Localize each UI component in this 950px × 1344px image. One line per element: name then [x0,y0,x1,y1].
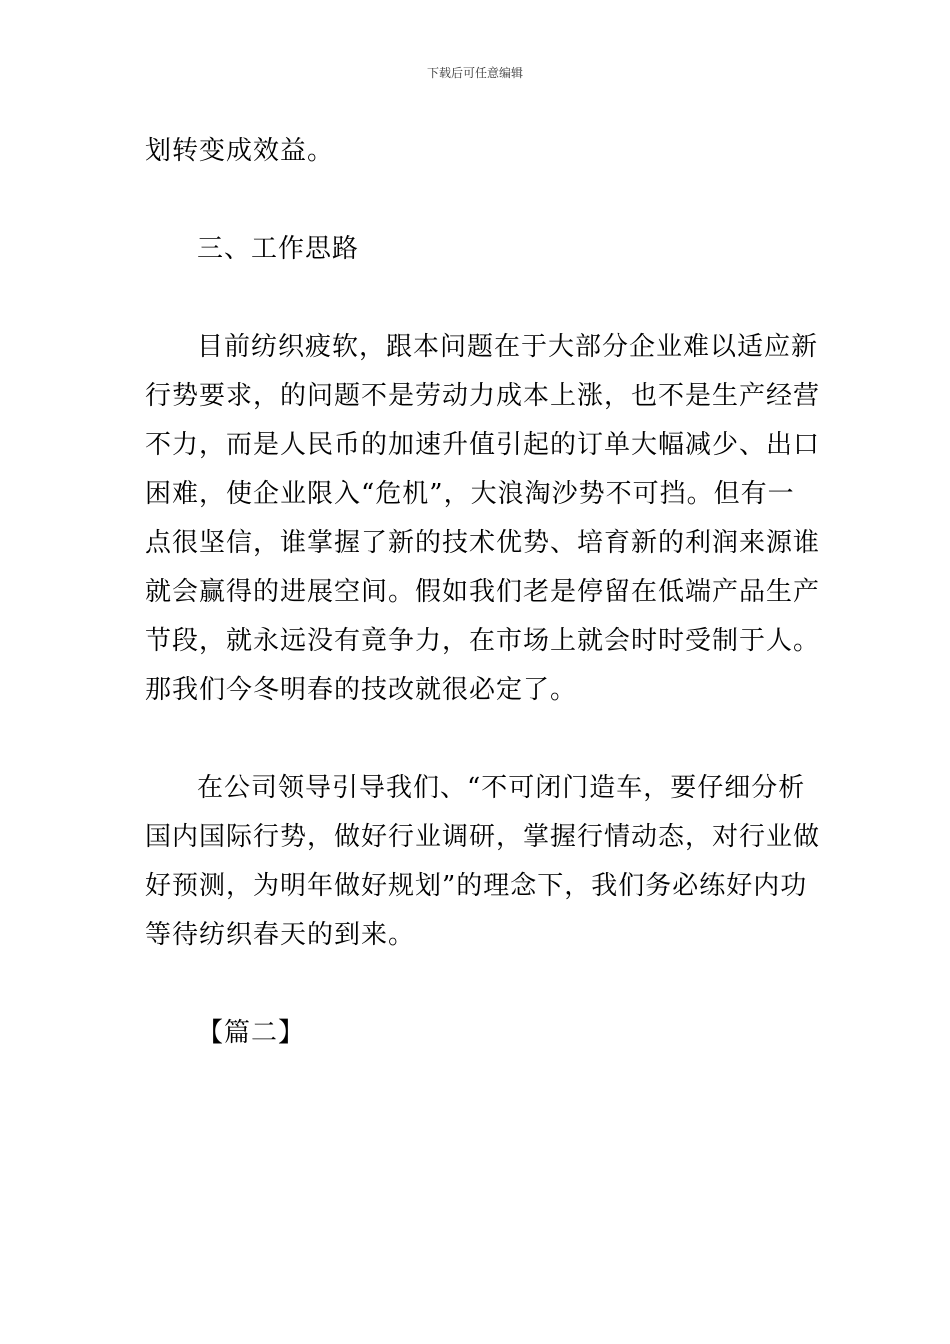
paragraph-line: 目前纺织疲软，跟本问题在于大部分企业难以适应新 [197,332,819,362]
paragraph-line: 好预测，为明年做好规划”的理念下，我们务必练好内功 [145,871,808,901]
paragraph-line: 不力，而是人民币的加速升值引起的订单大幅减少、出口 [145,430,821,460]
paragraph-line: 在公司领导引导我们、“不可闭门造车，要仔细分析 [197,773,806,803]
paragraph-line: 就会赢得的进展空间。假如我们老是停留在低端产品生产 [145,577,821,607]
paragraph-line: 点很坚信，谁掌握了新的技术优势、培育新的利润来源谁 [145,528,821,558]
paragraph-line: 节段，就永远没有竟争力，在市场上就会时时受制于人。 [145,626,821,656]
paragraph-line: 那我们今冬明春的技改就很必定了。 [145,675,578,705]
paragraph-line: 困难，使企业限入“危机”，大浪淘沙势不可挡。但有一 [145,479,795,509]
paragraph-line: 等待纺织春天的到来。 [145,920,416,950]
document-body [145,127,821,1058]
paragraph-line: 划转变成效益。 [145,136,335,166]
paragraph-line: 国内国际行势，做好行业调研，掌握行情动态，对行业做 [145,822,821,852]
header-note: 下载后可任意编辑 [426,66,523,80]
paragraph-gap [145,960,807,1009]
section-heading: 三、工作思路 [197,234,360,264]
section-title: 【篇二】 [197,1018,306,1048]
paragraph-gap [145,176,807,225]
paragraph-gap [145,274,807,323]
paragraph-line: 行势要求，的问题不是劳动力成本上涨，也不是生产经营 [145,381,821,411]
paragraph-gap [145,715,807,764]
